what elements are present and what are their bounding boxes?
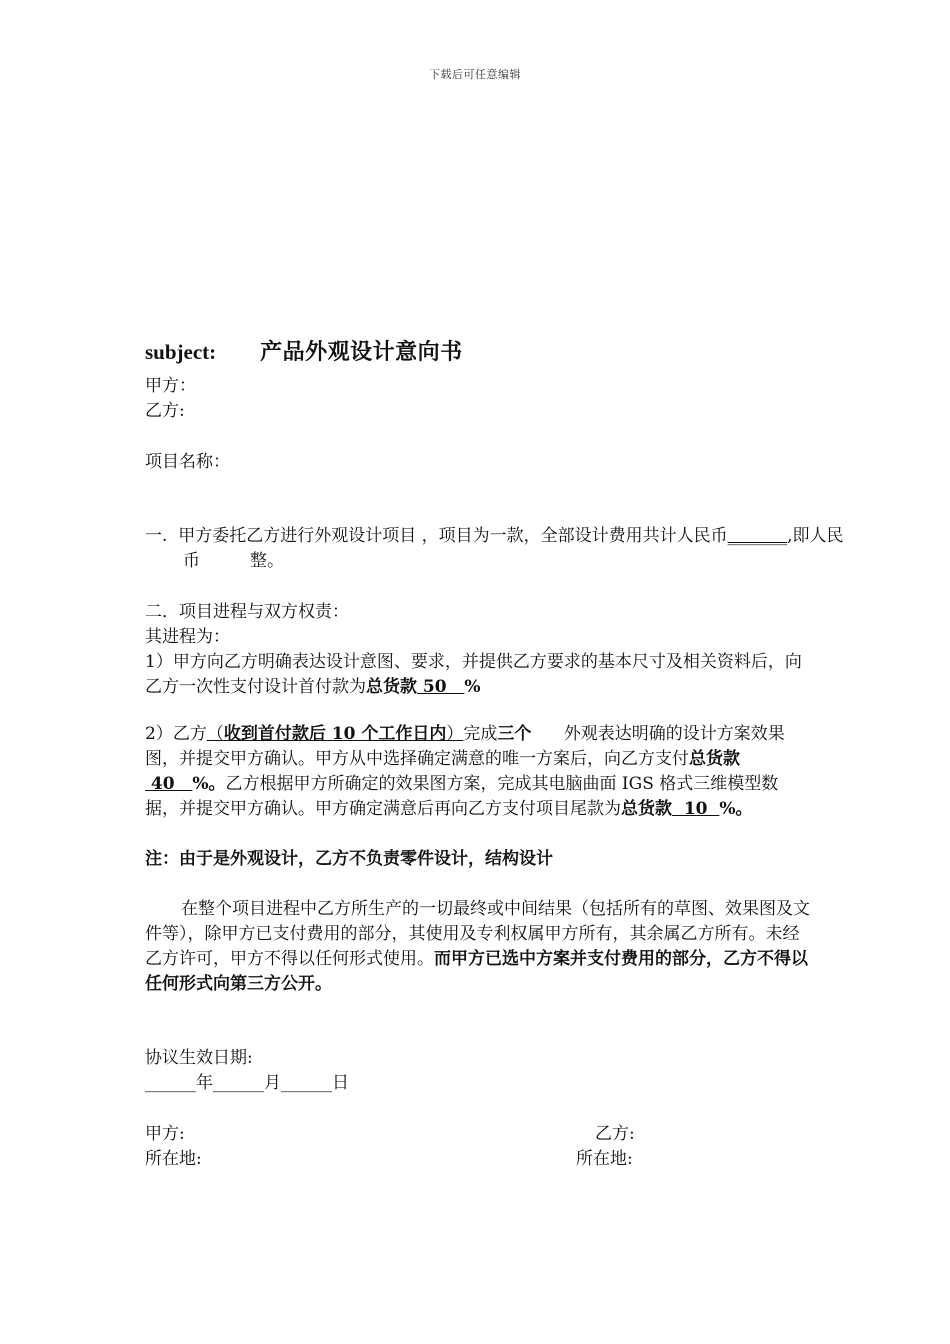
signature-location-a: 所在地: — [145, 1149, 202, 1169]
effective-date-blank: ______年______月______日 — [145, 1073, 349, 1093]
step-2-percent-sign-2: %。 — [192, 774, 226, 794]
section-1-number: 一. — [145, 526, 168, 546]
section-1-text: 甲方委托乙方进行外观设计项目 ，项目为一款，全部设计费用共计人民币 — [178, 526, 728, 546]
step-2-percent-3: 10 — [672, 799, 720, 819]
title-subject-label: subject: — [145, 340, 217, 364]
step-2-percent-sign-3: %。 — [719, 799, 753, 819]
step-2-paren-open: （ — [206, 724, 224, 744]
section-1-text-c: 整。 — [250, 551, 284, 571]
ownership-text: 在整个项目进程中乙方所生产的一切最终或中间结果（包括所有的草图、效果图及文件等），除甲方已支付费用的部分，其使用及专利权属甲方所有，其余属乙方所有。未经乙方许可，甲方不得以任何形式使用。 — [145, 899, 810, 969]
step-1-paragraph — [145, 650, 810, 700]
step-1-percent: 50 — [417, 677, 465, 697]
party-b-line: 乙方: — [145, 401, 185, 421]
step-1-label: 总货款 — [366, 677, 417, 697]
step-2-percent-2: 40 — [145, 774, 193, 794]
title-text: 产品外观设计意向书 — [260, 340, 463, 365]
effective-date-label: 协议生效日期: — [145, 1048, 253, 1068]
step-2-prefix: 2）乙方 — [145, 724, 207, 744]
party-a-line: 甲方： — [145, 376, 196, 396]
step-1-text: 1）甲方向乙方明确表达设计意图、要求，并提供乙方要求的基本尺寸及相关资料后，向乙方一次性支付设计首付款为 — [145, 652, 802, 697]
signature-party-b: 乙方: — [595, 1124, 635, 1144]
ownership-bold-text: 而甲方已选中方案并支付费用的部分，乙方不得以任何形式向第三方公开。 — [145, 949, 808, 994]
amount-blank: _______ — [727, 526, 788, 546]
step-2-deadline: 收到首付款后 10 个工作日内 — [223, 724, 447, 744]
step-2-text-b: 外观表达明确的设计方案效果图，并提交甲方确认。甲方从中选择确定满意的唯一方案后，向乙方支付 — [145, 724, 785, 769]
step-2-label-2: 总货款 — [689, 749, 740, 769]
step-2-three: 三个 — [497, 724, 532, 744]
step-2-text-a: 完成 — [463, 724, 498, 744]
design-note: 注：由于是外观设计，乙方不负责零件设计，结构设计 — [145, 849, 553, 869]
section-2-heading: 二．项目进程与双方权责： — [145, 602, 349, 622]
section-1-text-b: ,即人民币 — [183, 526, 844, 571]
signature-location-b: 所在地: — [576, 1149, 633, 1169]
section-2-intro: 其进程为： — [145, 627, 230, 647]
step-1-percent-sign: % — [464, 677, 481, 697]
section-1 — [145, 524, 848, 574]
page-header: 下载后可任意编辑 — [429, 68, 521, 81]
step-2-text-c: 乙方根据甲方所确定的效果图方案，完成其电脑曲面 IGS 格式三维模型数据，并提交甲方确认。甲方确定满意后再向乙方支付项目尾款为 — [145, 774, 779, 819]
document-title — [145, 335, 463, 366]
step-2-label-3: 总货款 — [621, 799, 672, 819]
ownership-paragraph — [145, 897, 810, 997]
step-2-paragraph — [145, 722, 810, 822]
project-name-line: 项目名称： — [145, 452, 230, 472]
signature-party-a: 甲方: — [145, 1124, 185, 1144]
step-2-paren-close: ） — [446, 724, 464, 744]
